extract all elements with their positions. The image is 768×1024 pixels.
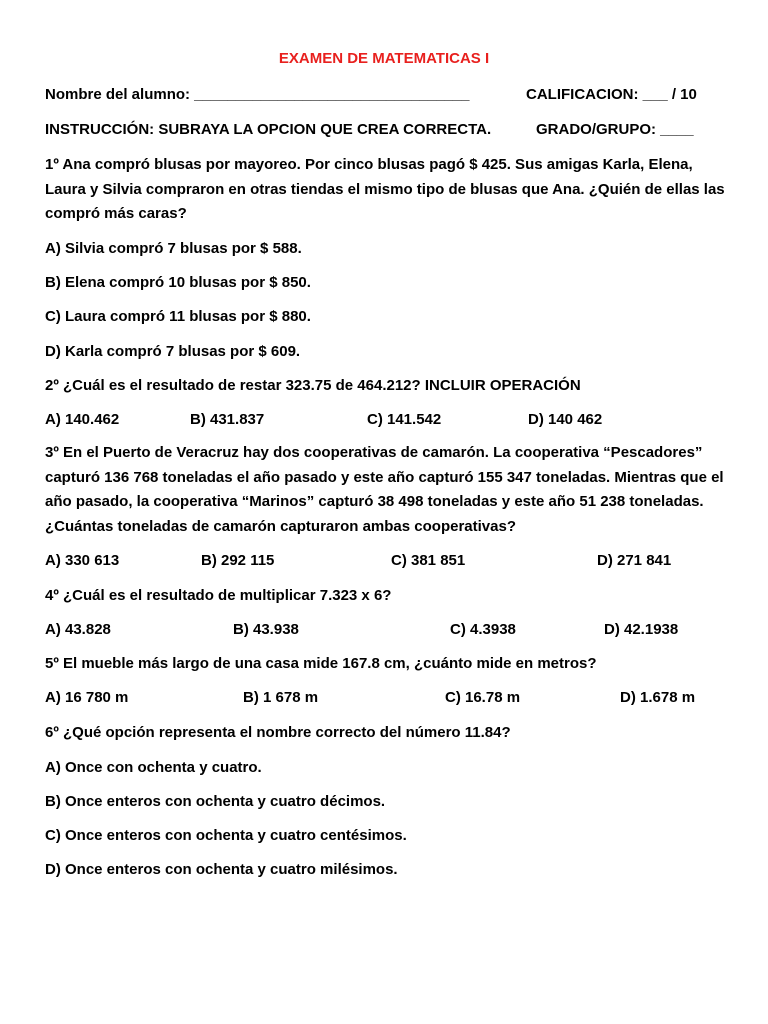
question-3-option-c[interactable]: C) 381 851	[391, 552, 466, 569]
question-6-option-b[interactable]: B) Once enteros con ochenta y cuatro décimos.	[45, 793, 386, 810]
question-5-option-a[interactable]: A) 16 780 m	[45, 689, 129, 706]
question-2-option-d[interactable]: D) 140 462	[528, 411, 603, 428]
student-name-label: Nombre del alumno: _________________________________	[45, 86, 470, 103]
group-label: GRADO/GRUPO: ____	[536, 121, 694, 138]
question-2-option-b[interactable]: B) 431.837	[190, 411, 265, 428]
question-2-text: 2º ¿Cuál es el resultado de restar 323.75 de 464.212? INCLUIR OPERACIÓN	[45, 377, 581, 394]
grade-label: CALIFICACION: ___ / 10	[526, 86, 697, 103]
question-3-option-a[interactable]: A) 330 613	[45, 552, 120, 569]
question-4-option-d[interactable]: D) 42.1938	[604, 621, 679, 638]
question-1-option-c[interactable]: C) Laura compró 11 blusas por $ 880.	[45, 308, 311, 325]
question-6-option-c[interactable]: C) Once enteros con ochenta y cuatro centésimos.	[45, 827, 407, 844]
question-1-option-d[interactable]: D) Karla compró 7 blusas por $ 609.	[45, 343, 301, 360]
question-4-text: 4º ¿Cuál es el resultado de multiplicar 7.323 x 6?	[45, 587, 392, 604]
question-2-option-a[interactable]: A) 140.462	[45, 411, 120, 428]
question-4-option-a[interactable]: A) 43.828	[45, 621, 111, 638]
exam-title: EXAMEN DE MATEMATICAS I	[278, 50, 490, 67]
question-6-option-d[interactable]: D) Once enteros con ochenta y cuatro milésimos.	[45, 861, 398, 878]
question-3-text: 3º En el Puerto de Veracruz hay dos cooperativas de camarón. La cooperativa “Pescadores” capturó 136 768 toneladas el año pasado y este año capturó 155 347 toneladas. Mientras que el año pasado, la cooperativa “Marinos” capturó 38 498 toneladas y este año 51 238 toneladas. ¿Cuántas toneladas de camarón capturaron ambas cooperativas?	[45, 444, 724, 535]
question-5-option-c[interactable]: C) 16.78 m	[445, 689, 521, 706]
question-1-text: 1º Ana compró blusas por mayoreo. Por cinco blusas pagó $ 425. Sus amigas Karla, Elena, Laura y Silvia compraron en otras tiendas el mismo tipo de blusas que Ana. ¿Quién de ellas las compró más caras?	[45, 156, 725, 222]
question-1-option-a[interactable]: A) Silvia compró 7 blusas por $ 588.	[45, 240, 302, 257]
question-5-option-b[interactable]: B) 1 678 m	[243, 689, 319, 706]
instruction-text: INSTRUCCIÓN: SUBRAYA LA OPCION QUE CREA CORRECTA.	[45, 121, 492, 138]
question-3-option-d[interactable]: D) 271 841	[597, 552, 672, 569]
question-4-option-c[interactable]: C) 4.3938	[450, 621, 516, 638]
question-5-text: 5º El mueble más largo de una casa mide 167.8 cm, ¿cuánto mide en metros?	[45, 655, 597, 672]
question-3-option-b[interactable]: B) 292 115	[201, 552, 275, 569]
question-4-option-b[interactable]: B) 43.938	[233, 621, 299, 638]
question-6-text: 6º ¿Qué opción representa el nombre correcto del número 11.84?	[45, 724, 511, 741]
question-5-option-d[interactable]: D) 1.678 m	[620, 689, 696, 706]
question-6-option-a[interactable]: A) Once con ochenta y cuatro.	[45, 759, 262, 776]
question-1-option-b[interactable]: B) Elena compró 10 blusas por $ 850.	[45, 274, 311, 291]
question-2-option-c[interactable]: C) 141.542	[367, 411, 442, 428]
